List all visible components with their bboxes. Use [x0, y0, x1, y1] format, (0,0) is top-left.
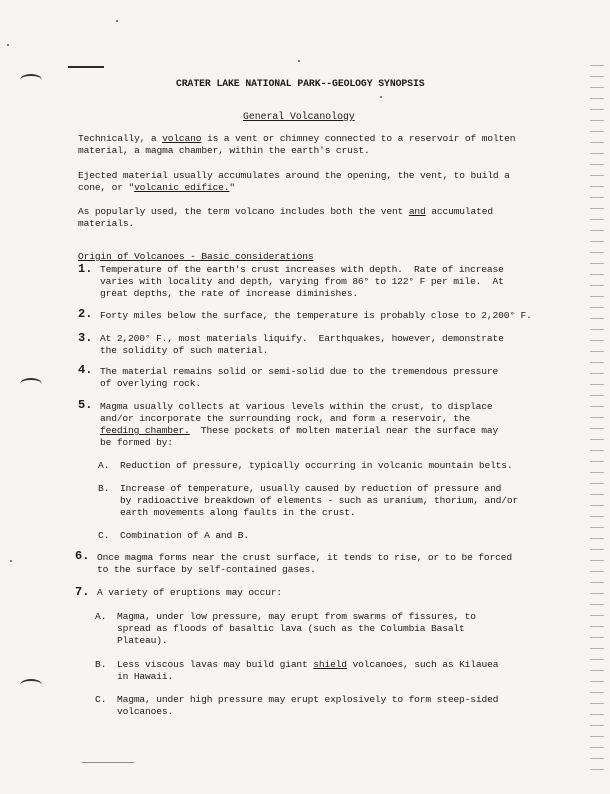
item-5b-line-3: earth movements along faults in the crust.: [120, 507, 356, 518]
scan-dash-top: [68, 66, 104, 68]
item-1-line-1: Temperature of the earth's crust increases with depth. Rate of increase: [100, 264, 504, 275]
item-3-line-2: the solidity of such material.: [100, 345, 269, 356]
text-span: cone, or ": [78, 182, 135, 193]
item-4-line-2: of overlying rock.: [100, 378, 201, 389]
item-6-line-1: Once magma forms near the crust surface, it tends to rise, or to be forced: [97, 552, 512, 563]
subitem-letter: C.: [95, 694, 107, 705]
item-7a-line-2: spread as floods of basaltic lava (such as the Columbia Basalt: [117, 623, 465, 634]
item-6-line-2: to the surface by self-contained gases.: [97, 564, 316, 575]
text-span: As popularly used, the term volcano includes both the vent: [78, 206, 409, 217]
scan-speck: [7, 44, 9, 46]
scan-speck: [380, 96, 382, 98]
item-number: 3.: [78, 331, 93, 345]
intro-paragraph-2: Ejected material usually accumulates around the opening, the vent, to build a: [78, 170, 510, 181]
item-7c-line-2: volcanoes.: [117, 706, 174, 717]
intro-paragraph-1-line-2: material, a magma chamber, within the earth's crust.: [78, 145, 370, 156]
item-7c-line-1: Magma, under high pressure may erupt explosively to form steep-sided: [117, 694, 499, 705]
subitem-letter: C.: [98, 530, 110, 541]
item-5c-line-1: Combination of A and B.: [120, 530, 249, 541]
intro-paragraph-1: [78, 133, 515, 145]
text-span: volcanoes, such as Kilauea: [346, 659, 499, 670]
text-span: ": [229, 182, 236, 193]
item-7-line-1: A variety of eruptions may occur:: [97, 587, 283, 598]
text-span: accumulated: [425, 206, 493, 217]
item-4-line-1: The material remains solid or semi-solid due to the tremendous pressure: [100, 366, 499, 377]
item-7b-line-2: in Hawaii.: [117, 671, 174, 682]
text-span: Less viscous lavas may build giant: [117, 659, 314, 670]
scan-speck: [116, 20, 118, 22]
subitem-letter: A.: [95, 611, 107, 622]
item-number: 7.: [75, 585, 90, 599]
intro-paragraph-2-line-2: [78, 182, 235, 194]
term-feeding-chamber: feeding chamber.: [100, 425, 190, 436]
text-span: These pockets of molten material near the surface may: [189, 425, 499, 436]
term-volcano: volcano: [162, 133, 202, 144]
scan-speck: [298, 60, 300, 62]
item-5b-line-2: by radioactive breakdown of elements - such as uranium, thorium, and/or: [120, 495, 519, 506]
item-5a-line-1: Reduction of pressure, typically occurring in volcanic mountain belts.: [120, 460, 513, 471]
term-volcanic-edifice: volcanic edifice.: [134, 182, 230, 193]
intro-paragraph-3-line-2: materials.: [78, 218, 135, 229]
item-7b-line-1: [117, 659, 498, 671]
intro-paragraph-3: [78, 206, 493, 218]
punch-hole-mark-bottom: [20, 679, 42, 691]
term-shield: shield: [313, 659, 347, 670]
punch-hole-mark-top: [20, 74, 42, 86]
subitem-letter: A.: [98, 460, 110, 471]
item-number: 5.: [78, 398, 93, 412]
item-1-line-3: great depths, the rate of increase diminishes.: [100, 288, 358, 299]
scan-dash-bottom: [82, 762, 134, 763]
page-title: CRATER LAKE NATIONAL PARK--GEOLOGY SYNOPSIS: [176, 78, 425, 89]
item-7a-line-3: Plateau).: [117, 635, 168, 646]
scan-speck: [10, 560, 12, 562]
section-heading: Origin of Volcanoes - Basic considerations: [78, 251, 314, 262]
scan-edge-noise: [590, 60, 604, 780]
item-number: 6.: [75, 549, 90, 563]
item-number: 1.: [78, 262, 93, 276]
text-span: Technically, a: [78, 133, 163, 144]
punch-hole-mark-middle: [20, 378, 42, 390]
text-span: is a vent or chimney connected to a reservoir of molten: [201, 133, 516, 144]
subitem-letter: B.: [95, 659, 107, 670]
term-and: and: [408, 206, 426, 217]
item-number: 4.: [78, 363, 93, 377]
item-5b-line-1: Increase of temperature, usually caused by reduction of pressure and: [120, 483, 502, 494]
item-3-line-1: At 2,200° F., most materials liquify. Earthquakes, however, demonstrate: [100, 333, 504, 344]
item-5-line-2: and/or incorporate the surrounding rock, and form a reservoir, the: [100, 413, 471, 424]
item-7a-line-1: Magma, under low pressure, may erupt from swarms of fissures, to: [117, 611, 476, 622]
section-title: General Volcanology: [243, 111, 355, 122]
item-1-line-2: varies with locality and depth, varying from 86° to 122° F per mile. At: [100, 276, 504, 287]
item-5-line-3: [100, 425, 498, 437]
item-2-line-1: Forty miles below the surface, the temperature is probably close to 2,200° F.: [100, 310, 532, 321]
item-number: 2.: [78, 307, 93, 321]
item-5-line-4: be formed by:: [100, 437, 173, 448]
item-5-line-1: Magma usually collects at various levels within the crust, to displace: [100, 401, 493, 412]
subitem-letter: B.: [98, 483, 110, 494]
